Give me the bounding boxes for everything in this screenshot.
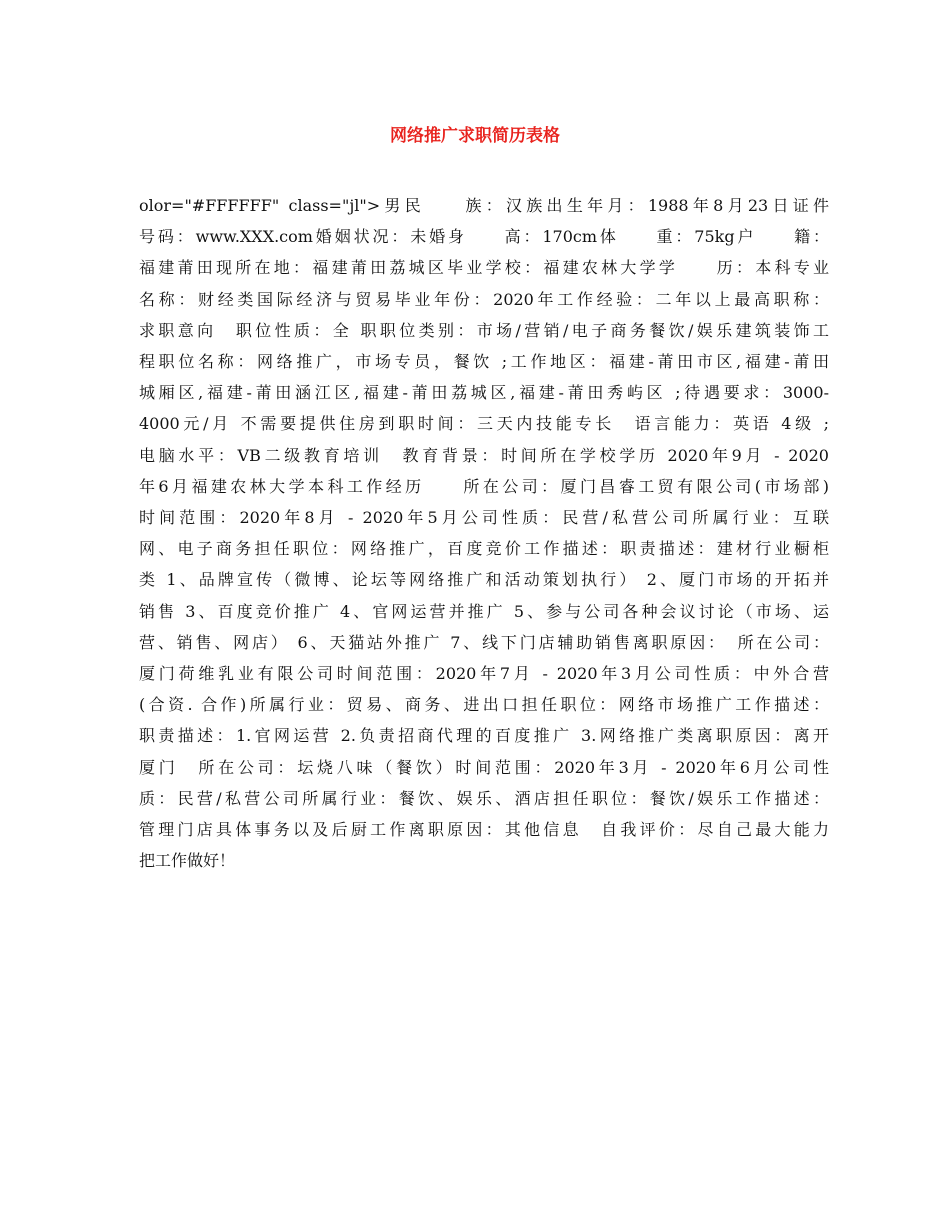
resume-body xyxy=(139,190,829,876)
body-line: (合资. 合作)所属行业：贸易、商务、进出口担任职位：网络市场推广工作描述： xyxy=(139,695,829,715)
body-line: 电脑水平：VB二级教育培训 教育背景：时间所在学校学历 2020年9月 - 2020 xyxy=(139,445,829,465)
body-line: 求职意向 职位性质：全 职职位类别：市场/营销/电子商务餐饮/娱乐建筑装饰工 xyxy=(139,320,829,340)
body-line: 福建莆田现所在地：福建莆田荔城区毕业学校：福建农林大学学 历：本科专业 xyxy=(139,258,829,278)
body-line: 名称：财经类国际经济与贸易毕业年份：2020年工作经验：二年以上最高职称： xyxy=(139,289,829,309)
body-line: 职责描述：1.官网运营 2.负责招商代理的百度推广 3.网络推广类离职原因：离开 xyxy=(139,726,829,746)
body-line: 城厢区,福建-莆田涵江区,福建-莆田荔城区,福建-莆田秀屿区 ;待遇要求：3000- xyxy=(139,383,829,403)
document-title: 网络推广求职简历表格 xyxy=(390,126,560,146)
body-line: 时间范围：2020年8月 - 2020年5月公司性质：民营/私营公司所属行业：互联 xyxy=(139,508,829,528)
body-line: 4000元/月 不需要提供住房到职时间：三天内技能专长 语言能力：英语 4级 ; xyxy=(139,414,829,434)
body-line: 销售 3、百度竞价推广 4、官网运营并推广 5、参与公司各种会议讨论（市场、运 xyxy=(139,601,829,621)
body-line: 类 1、品牌宣传（微博、论坛等网络推广和活动策划执行） 2、厦门市场的开拓并 xyxy=(139,570,829,590)
body-line: olor="#FFFFFF" class="jl">男民 族：汉族出生年月：1988年8月23日证件 xyxy=(139,196,829,215)
body-line: 管理门店具体事务以及后厨工作离职原因：其他信息 自我评价：尽自己最大能力 xyxy=(139,820,829,840)
body-line: 厦门荷维乳业有限公司时间范围：2020年7月 - 2020年3月公司性质：中外合营 xyxy=(139,664,829,684)
body-line: 网、电子商务担任职位：网络推广，百度竞价工作描述：职责描述：建材行业橱柜 xyxy=(139,539,829,559)
body-line: 营、销售、网店） 6、天猫站外推广 7、线下门店辅助销售离职原因： 所在公司： xyxy=(139,632,829,652)
body-line: 质：民营/私营公司所属行业：餐饮、娱乐、酒店担任职位：餐饮/娱乐工作描述： xyxy=(139,788,829,808)
body-line: 程职位名称：网络推广，市场专员，餐饮 ;工作地区：福建-莆田市区,福建-莆田 xyxy=(139,352,829,372)
body-line: 把工作做好！ xyxy=(139,851,236,871)
body-line: 年6月福建农林大学本科工作经历 所在公司：厦门昌睿工贸有限公司(市场部) xyxy=(139,476,829,496)
body-line: 厦门 所在公司：坛烧八味（餐饮）时间范围：2020年3月 - 2020年6月公司性 xyxy=(139,757,829,777)
body-line: 号码：www.XXX.com婚姻状况：未婚身 高：170cm体 重：75kg户 籍： xyxy=(139,227,829,247)
